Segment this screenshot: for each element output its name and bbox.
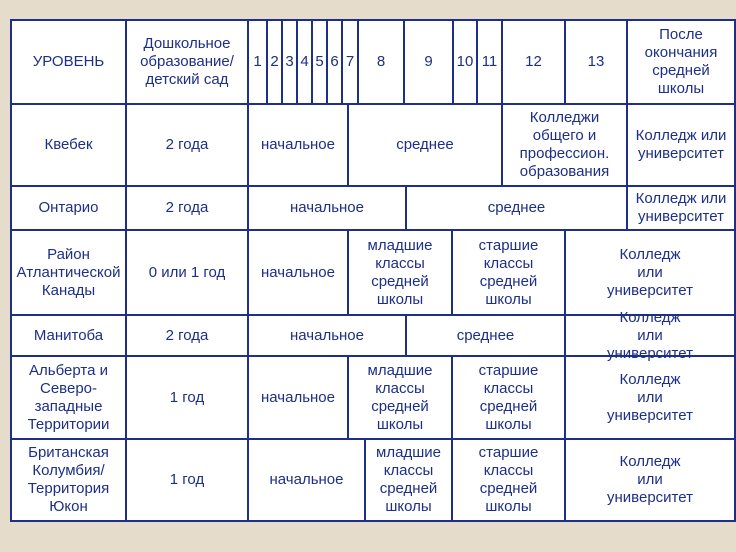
header-grade-8: 8 xyxy=(376,53,386,70)
header-grade-7: 7 xyxy=(345,53,355,70)
stage-university-ontario: Колледж или университет xyxy=(635,190,727,225)
row-preschool-ontario: 2 года xyxy=(165,199,209,216)
header-grade-13: 13 xyxy=(587,53,605,70)
header-grade-1: 1 xyxy=(253,53,262,70)
row-region-ontario: Онтарио xyxy=(38,199,99,216)
stage-university-quebec: Колледж или университет xyxy=(635,127,727,162)
header-grade-11: 11 xyxy=(481,53,498,70)
stage-college-quebec: Колледжи общего и профессион. образования xyxy=(519,109,610,180)
stage-primary-quebec: начальное xyxy=(261,136,335,153)
row-preschool-british-columbia: 1 год xyxy=(169,471,205,488)
stage-secondary-ontario: среднее xyxy=(487,199,546,216)
header-grade-5: 5 xyxy=(315,53,324,70)
header-grade-10: 10 xyxy=(456,53,474,70)
stage-junior-high-british-columbia: младшие классы средней школы xyxy=(376,444,441,515)
stage-university-atlantic: Колледж или университет xyxy=(607,245,693,299)
stage-primary-alberta: начальное xyxy=(261,388,335,406)
stage-secondary-quebec: среднее xyxy=(396,136,454,153)
stage-senior-high-british-columbia: старшие классы средней школы xyxy=(478,444,539,515)
header-grade-9: 9 xyxy=(424,53,433,70)
row-preschool-quebec: 2 года xyxy=(165,136,209,153)
education-levels-table xyxy=(10,19,736,522)
stage-university-alberta: Колледж или университет xyxy=(607,370,693,424)
row-preschool-atlantic: 0 или 1 год xyxy=(148,263,226,281)
header-preschool: Дошкольное образование/ детский сад xyxy=(140,35,234,88)
header-grade-2: 2 xyxy=(270,53,279,70)
row-region-alberta: Альберта и Северо-западные Территории xyxy=(27,361,110,433)
header-grade-6: 6 xyxy=(330,53,339,70)
row-preschool-alberta: 1 год xyxy=(169,388,205,406)
stage-senior-high-alberta: старшие классы средней школы xyxy=(478,361,539,433)
stage-primary-atlantic: начальное xyxy=(261,263,335,281)
row-preschool-manitoba: 2 года xyxy=(165,326,209,344)
header-grade-4: 4 xyxy=(300,53,309,70)
header-level: УРОВЕНЬ xyxy=(32,53,105,70)
stage-secondary-manitoba: среднее xyxy=(456,326,515,344)
stage-junior-high-alberta: младшие классы средней школы xyxy=(367,361,433,433)
stage-university-manitoba: Колледж или университет xyxy=(607,308,693,362)
stage-primary-british-columbia: начальное xyxy=(269,471,344,488)
stage-university-british-columbia: Колледж или университет xyxy=(607,453,693,506)
stage-primary-ontario: начальное xyxy=(290,199,364,216)
stage-primary-manitoba: начальное xyxy=(290,326,364,344)
header-grade-3: 3 xyxy=(285,53,294,70)
row-region-quebec: Квебек xyxy=(44,136,93,153)
row-region-atlantic: Район Атлантической Канады xyxy=(16,245,121,299)
row-region-manitoba: Манитоба xyxy=(33,326,104,344)
header-grade-12: 12 xyxy=(525,53,542,70)
stage-junior-high-atlantic: младшие классы средней школы xyxy=(367,236,433,308)
row-region-british-columbia: Британская Колумбия/ Территория Юкон xyxy=(27,444,110,515)
header-after-school: После окончания средней школы xyxy=(644,26,718,97)
stage-senior-high-atlantic: старшие классы средней школы xyxy=(478,236,539,308)
